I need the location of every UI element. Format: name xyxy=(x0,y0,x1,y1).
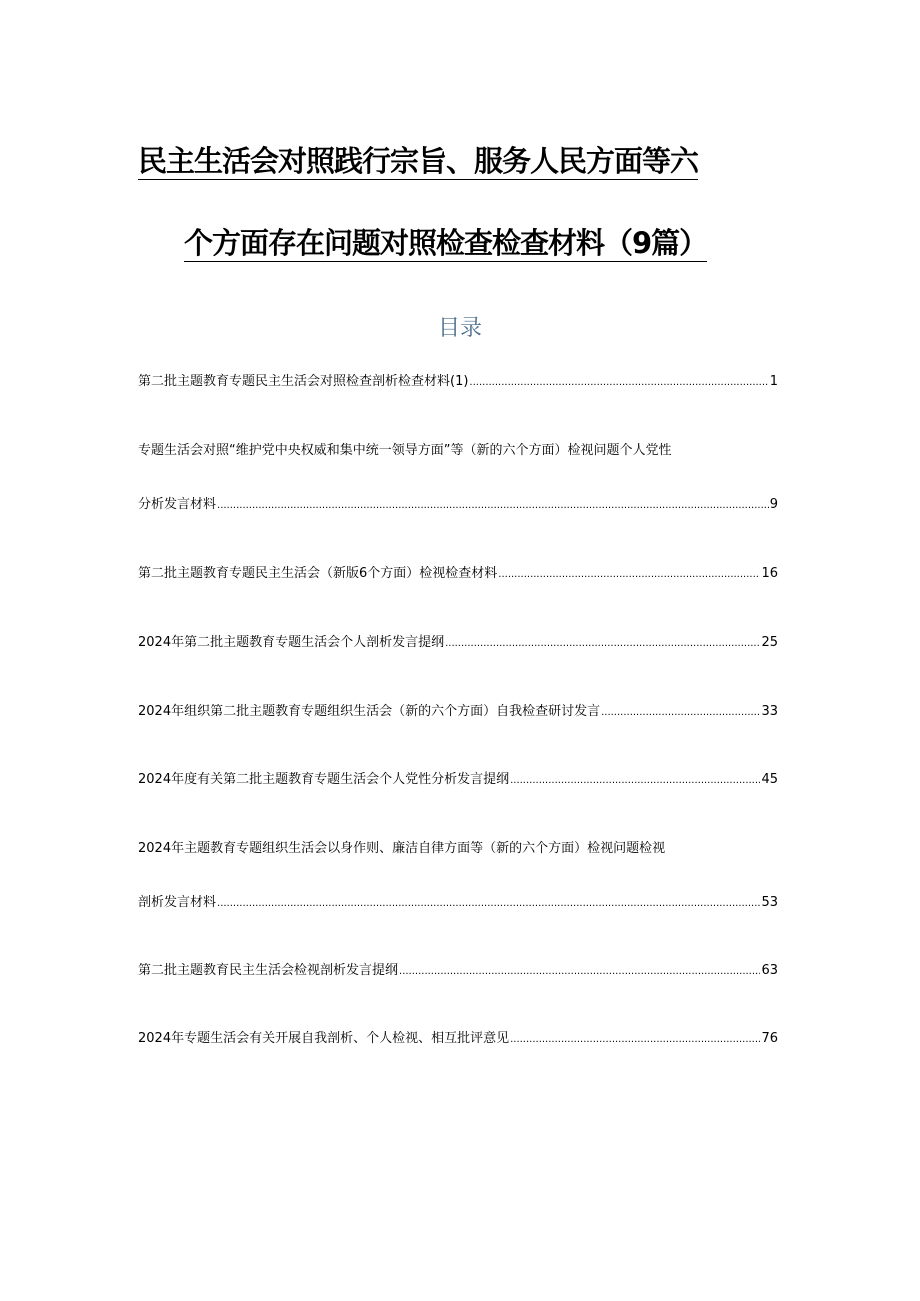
toc-leader-dots xyxy=(510,1031,760,1049)
toc-entry[interactable] xyxy=(138,634,778,653)
toc-entry-page: 45 xyxy=(761,772,778,787)
toc-entry-page: 1 xyxy=(769,374,778,389)
toc-leader-dots xyxy=(601,704,760,722)
document-title-line-2 xyxy=(0,226,920,262)
title-text-1: 民主生活会对照践行宗旨、服务人民方面等六 xyxy=(138,144,699,178)
toc-entry-title: 2024年度有关第二批主题教育专题生活会个人党性分析发言提纲 xyxy=(138,772,510,787)
toc-entry-page: 25 xyxy=(761,635,778,650)
toc-leader-dots xyxy=(399,963,760,981)
toc-entry-page: 9 xyxy=(769,497,778,512)
toc-entry-title-line1: 专题生活会对照“维护党中央权威和集中统一领导方面”等（新的六个方面）检视问题个人党性 xyxy=(138,443,672,458)
toc-entry-title-line1: 2024年主题教育专题组织生活会以身作则、廉洁自律方面等（新的六个方面）检视问题检视 xyxy=(138,841,666,856)
toc-entry-title: 分析发言材料 xyxy=(138,497,217,512)
toc-entry-page: 33 xyxy=(761,704,778,719)
toc-entry-page: 16 xyxy=(761,566,778,581)
document-title-line-1 xyxy=(0,144,920,180)
toc-entry-title: 第二批主题教育专题民主生活会（新版6个方面）检视检查材料 xyxy=(138,566,498,581)
toc-entry-title: 第二批主题教育专题民主生活会对照检查剖析检查材料(1) xyxy=(138,374,469,389)
toc-entry-page: 63 xyxy=(761,963,778,978)
toc-leader-dots xyxy=(510,772,760,790)
toc-entry-title: 2024年专题生活会有关开展自我剖析、个人检视、相互批评意见 xyxy=(138,1031,510,1046)
toc-leader-dots xyxy=(217,497,769,515)
toc-leader-dots xyxy=(445,635,760,653)
toc-heading: 目录 xyxy=(437,316,482,341)
toc-entry-page: 76 xyxy=(761,1031,778,1046)
toc-entry-continuation[interactable] xyxy=(138,496,778,515)
toc-entry[interactable] xyxy=(138,840,778,858)
toc-entry[interactable] xyxy=(138,373,778,392)
toc-entry[interactable] xyxy=(138,1030,778,1049)
toc-entry[interactable] xyxy=(138,962,778,981)
toc-leader-dots xyxy=(469,374,768,392)
toc-entry-title: 2024年组织第二批主题教育专题组织生活会（新的六个方面）自我检查研讨发言 xyxy=(138,704,601,719)
toc-entry[interactable] xyxy=(138,771,778,790)
toc-entry[interactable] xyxy=(138,565,778,584)
toc-entry-title: 第二批主题教育民主生活会检视剖析发言提纲 xyxy=(138,963,399,978)
toc-entry-continuation[interactable] xyxy=(138,894,778,913)
toc-entry-title: 剖析发言材料 xyxy=(138,895,217,910)
toc-entry-page: 53 xyxy=(761,895,778,910)
toc-entry[interactable] xyxy=(138,703,778,722)
toc-leader-dots xyxy=(498,566,760,584)
title-text-2: 个方面存在问题对照检查检查材料（9篇） xyxy=(184,226,708,260)
toc-entry[interactable] xyxy=(138,442,778,460)
toc-leader-dots xyxy=(217,895,760,913)
toc-entry-title: 2024年第二批主题教育专题生活会个人剖析发言提纲 xyxy=(138,635,445,650)
